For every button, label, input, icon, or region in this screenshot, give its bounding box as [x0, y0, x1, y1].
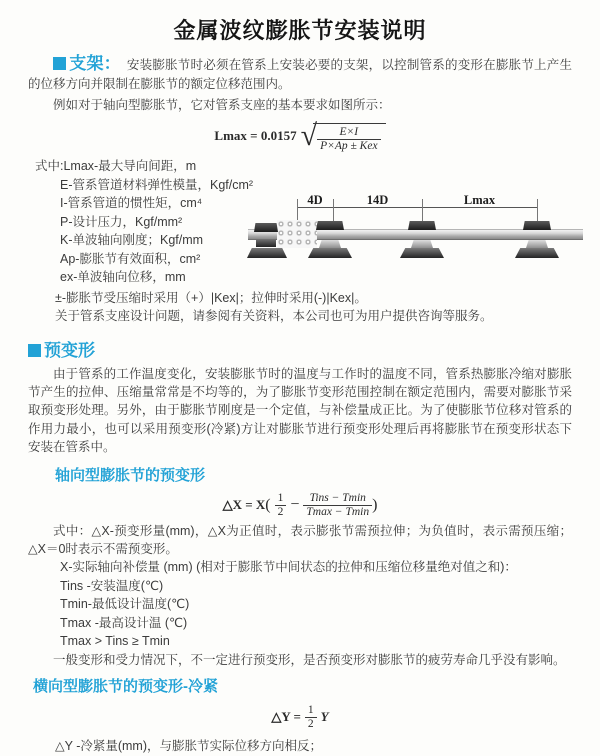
plus-minus-note: ±-膨胀节受压缩时采用（+）|Kex|；拉伸时采用(-)|Kex|。 — [55, 290, 367, 305]
term-tmax: Tmax -最高设计温 (℃) — [60, 615, 188, 630]
sqrt-group — [301, 120, 386, 153]
pipe-support — [399, 193, 445, 281]
axial-formula — [28, 492, 572, 519]
frac-two: 2 — [307, 718, 314, 731]
support-closing-note: 关于管系支座设计问题，请参阅有关资料，本公司也可为用户提供咨询等服务。 — [55, 309, 493, 323]
close-paren: ) — [372, 496, 378, 514]
dim-label-14d: 14D — [366, 193, 389, 207]
lateral-formula — [28, 704, 572, 731]
support-clamp — [408, 221, 436, 230]
page-title: 金属波纹膨胀节安装说明 — [173, 18, 427, 43]
support-foot — [400, 248, 444, 258]
axial-subheading: 轴向型膨胀节的预变形 — [55, 466, 206, 484]
term-x: X-实际轴向补偿量 (mm) (相对于膨胀节中间状态的拉伸和压缩位移量绝对值之和)： — [60, 560, 517, 575]
lmax-formula — [28, 120, 572, 153]
section-square-icon — [53, 57, 66, 70]
term-e: E-管系管道材料弹性模量，Kgf/cm² — [60, 177, 254, 192]
term-trel: Tmax > Tins ≥ Tmin — [60, 634, 170, 649]
support-underclamp — [256, 240, 276, 247]
term-i: I-管系管道的惯性矩，cm⁴ — [60, 196, 203, 210]
support-clamp — [523, 221, 551, 230]
support-intro-text: 安装膨胀节时必须在管系上安装必要的支架，以控制管系的变形在膨胀节上产生的位移方向并限制在膨胀节的额定位移范围内。 — [28, 58, 572, 91]
section-square-icon — [28, 344, 41, 357]
dim-label-4d: 4D — [307, 193, 323, 207]
lateral-subheading: 横向型膨胀节的预变形-冷紧 — [33, 678, 218, 696]
support-foot — [247, 248, 287, 258]
support-clamp — [254, 223, 278, 232]
axial-note: 一般变形和受力情况下，不一定进行预变形，是否预变形对膨胀节的疲劳寿命几乎没有影响。 — [53, 652, 566, 667]
minus-sign: − — [290, 495, 300, 513]
radical-sign: √ — [300, 119, 318, 152]
axial-desc: 式中：△X-预变形量(mm)，△X为正值时，表示膨张节需预拉伸；为负值时，表示需预压缩；△X＝0时表示不需预变形。 — [28, 523, 572, 556]
lateral-formula-rhs: Y — [320, 709, 329, 725]
axial-term-list — [60, 558, 572, 651]
lmax-formula-lhs: Lmax = 0.0157 — [214, 128, 297, 144]
pipe-support — [514, 193, 560, 281]
pipe-anchor-support — [249, 193, 295, 281]
support-neck — [411, 240, 433, 248]
support-foot — [308, 248, 352, 258]
term-k: K-单波轴向刚度；Kgf/mm — [60, 233, 204, 247]
open-paren: ( — [265, 496, 271, 514]
term-ex: ex-单波轴向位移，mm — [60, 270, 186, 284]
predeform-section-heading — [28, 336, 572, 361]
support-neck — [319, 240, 341, 248]
support-clamp — [316, 221, 344, 230]
frac-two: 2 — [277, 505, 284, 518]
lmax-numerator: E×I — [317, 126, 381, 140]
support-example-line: 例如对于轴向型膨胀节，它对管系支座的基本要求如图所示： — [53, 98, 391, 112]
support-section-heading: 支架： — [69, 54, 121, 73]
term-p: P-设计压力，Kgf/mm² — [60, 214, 183, 229]
pipe-support — [307, 193, 353, 281]
frac-one: 1 — [305, 704, 317, 718]
frac-one: 1 — [275, 492, 287, 506]
term-ap: Ap-膨胀节有效面积，cm² — [60, 251, 201, 266]
term-lmax: 式中:Lmax-最大导向间距，m — [35, 159, 197, 173]
axial-formula-lhs: △X = X — [222, 496, 266, 512]
support-foot — [515, 248, 559, 258]
term-tmin: Tmin-最低设计温度(℃) — [60, 597, 190, 612]
lateral-formula-lhs: △Y = — [271, 709, 301, 725]
support-neck — [526, 240, 548, 248]
pipe-support-diagram — [248, 193, 588, 281]
predeform-body: 由于管系的工作温度变化，安装膨胀节时的温度与工作时的温度不同，管系热膨胀冷缩对膨胀节产生的拉伸、压缩量常常是不均等的，为了膨胀节变形范围控制在额定范围内，需要对膨胀节采取预变形处理。另外，由于膨胀节刚度是一个定值，与补偿量成正比。为了使膨胀节位移对管系的作用力最小，也可以采用预变形(冷紧)方让对膨胀节进行预变形处理后再将膨胀节在预变形状态下安装在管系中。 — [28, 366, 572, 455]
dim-label-lmax: Lmax — [463, 193, 496, 207]
term-tins: Tins -安装温度(℃) — [60, 578, 164, 593]
temp-frac-num: Tins − Tmin — [303, 492, 372, 506]
predeform-heading-text: 预变形 — [44, 340, 95, 360]
lateral-note: △Y -冷紧量(mm)，与膨胀节实际位移方向相反； — [55, 739, 323, 754]
temp-frac-den: Tmax − Tmin — [306, 505, 370, 518]
support-intro-paragraph — [28, 54, 572, 94]
lmax-denominator: P×Ap ± Kex — [320, 140, 378, 152]
